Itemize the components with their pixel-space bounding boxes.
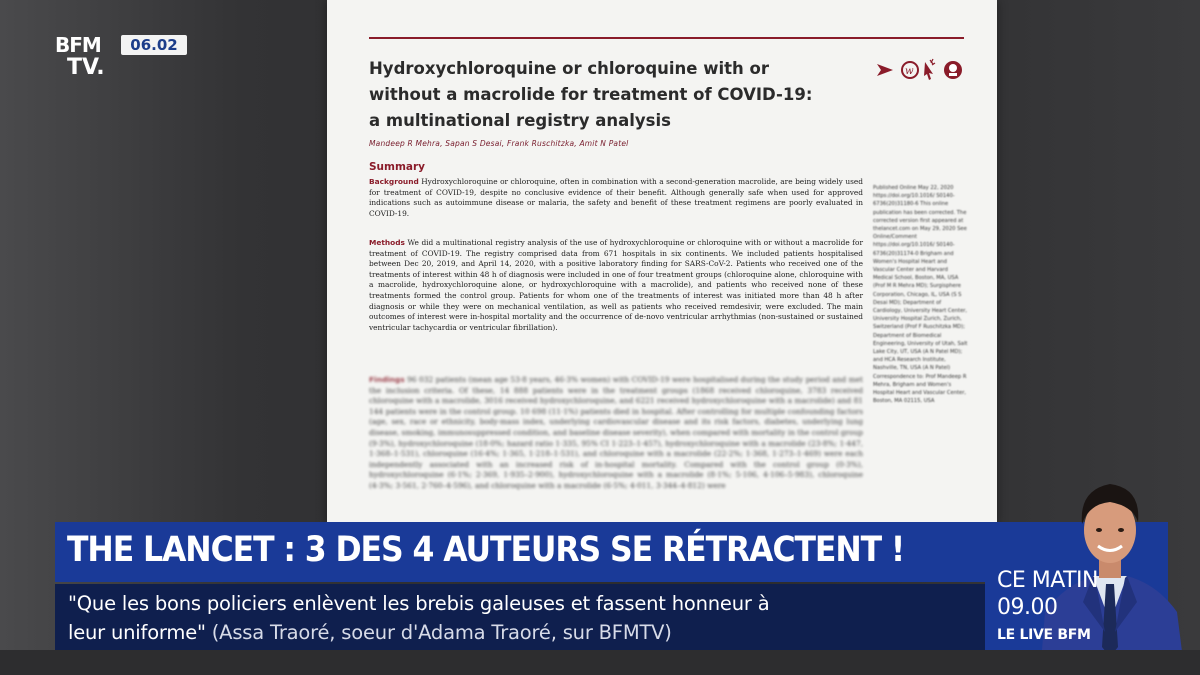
background-text: Hydroxychloroquine or chloroquine, often in combination with a second-generation macrolide, are being widely used for treatment of COVID-19, despite no conclusive evidence of their benefit. Although generally safe when used for approved indications such as autoimmune disease or malaria, the safety and benefit of these treatment regimens are poorly evaluated in COVID-19.: [369, 177, 863, 218]
paper-sidebar: Published Online May 22, 2020 https://doi.org/10.1016/ S0140-6736(20)31180-6 This online publication has been corrected. The corrected version first appeared at thelancet.com on May 29, 2020 See Online/Comment https://doi.org/10.1016/ S0140-6736(20)31174-0 Brigham and Women's Hospital Heart and Vascular Center and Harvard Medical School, Boston, MA, USA (Prof M R Mehra MD); Surgisphere Corporation, Chicago, IL, USA (S S Desai MD); Department of Cardiology, University Heart Center, University Hospital Zurich, Zurich, Switzerland (Prof F Ruschitzka MD); Department of Biomedical Engineering, University of Utah, Salt Lake City, UT, USA (A N Patel MD); and HCA Research Institute, Nashville, TN, USA (A N Patel) Correspondence to: Prof Mandeep R Mehra, Brigham and Women's Hospital Heart and Vascular Center, Boston, MA 02115, USA: [873, 185, 968, 405]
paper-authors: Mandeep R Mehra, Sapan S Desai, Frank Ruschitzka, Amit N Patel: [369, 139, 629, 148]
quote-end: leur uniforme": [68, 621, 206, 644]
crossmark-icon: [944, 61, 962, 79]
logo-bottom: TV.: [67, 55, 105, 80]
live-label-ce-matin: CE MATIN: [997, 568, 1098, 593]
summary-heading: Summary: [369, 161, 426, 173]
bfmtv-logo: [55, 35, 113, 81]
quote-line-1: "Que les bons policiers enlèvent les brebis galeuses et fassent honneur à: [68, 592, 770, 615]
cursor-icon: [924, 59, 935, 80]
live-program: LE LIVE BFM: [997, 627, 1091, 643]
header-rule: [369, 37, 964, 39]
findings-text: 96 032 patients (mean age 53·8 years, 46·3% women) with COVID-19 were hospitalised during the study period and met the inclusion criteria. Of these, 14 888 patients were in the treatment groups (1868 received chloroquine, 3783 received chloroquine with a macrolide, 3016 received hydroxychloroquine, and 6221 received hydroxychloroquine with a macrolide) and 81 144 patients were in the control group. 10 698 (11·1%) patients died in hospital. After controlling for multiple confounding factors (age, sex, race or ethnicity, body-mass index, underlying cardiovascular disease and its risk factors, diabetes, underlying lung disease, smoking, immunosuppressed condition, and baseline disease severity), when compared with mortality in the control group (9·3%), hydroxychloroquine (18·0%; hazard ratio 1·335, 95% CI 1·223–1·457), hydroxychloroquine with a macrolide (23·8%; 1·447, 1·368–1·531), chloroquine (16·4%; 1·365, 1·218–1·531), and chloroquine with a macrolide (22·2%; 1·368, 1·273–1·469) were each independently associated with an increased risk of in-hospital mortality. Compared with the control group (0·3%), hydroxychloroquine (6·1%; 2·369, 1·935–2·900), hydroxychloroquine with a macrolide (8·1%; 5·106, 4·106–5·983), chloroquine (4·3%; 3·561, 2·760–4·596), and chloroquine with a macrolide (6·5%; 4·011, 3·344–4·812) were: [369, 375, 863, 490]
findings-paragraph: [369, 375, 863, 492]
logo-top: BFM: [55, 33, 101, 57]
background-paragraph: [369, 177, 863, 219]
arrow-icon: [877, 64, 893, 76]
quote-source: (Assa Traoré, soeur d'Adama Traoré, sur BFMTV): [211, 621, 672, 644]
methods-paragraph: [369, 238, 863, 333]
journal-icons: [875, 56, 965, 84]
background-label: Background: [369, 177, 419, 186]
findings-label: Findings: [369, 375, 405, 384]
svg-text:w: w: [905, 66, 914, 77]
clock: 06.02: [121, 35, 187, 55]
paper-title: Hydroxychloroquine or chloroquine with or without a macrolide for treatment of COVID-19: a multinational registry analysis: [369, 59, 813, 130]
headline-text: THE LANCET : 3 DES 4 AUTEURS SE RÉTRACTENT !: [67, 530, 905, 570]
methods-text: We did a multinational registry analysis of the use of hydroxychloroquine or chloroquine with or without a macrolide for treatment of COVID-19. The registry comprised data from 671 hospitals in six continents. We included patients hospitalised between Dec 20, 2019, and April 14, 2020, with a positive laboratory finding for SARS-CoV-2. Patients who received one of the treatments of interest within 48 h of diagnosis were included in one of four treatment groups (chloroquine alone, chloroquine with a macrolide, hydroxychloroquine alone, or hydroxychloroquine with a macrolide), and patients who received none of these treatments formed the control group. Patients for whom one of the treatments of interest was initiated more than 48 h after diagnosis or while they were on mechanical ventilation, as well as patients who received remdesivir, were excluded. The main outcomes of interest were in-hospital mortality and the occurrence of de-novo ventricular arrhythmias (non-sustained or sustained ventricular tachycardia or ventricular fibrillation).: [369, 238, 863, 332]
bottom-strip: [0, 650, 1200, 675]
methods-label: Methods: [369, 238, 405, 247]
lancet-paper: [327, 0, 997, 525]
open-access-w-icon: [902, 62, 918, 78]
quote-line-2: [68, 621, 672, 644]
live-time: 09.00: [997, 595, 1058, 620]
quote-banner: [55, 584, 985, 650]
headline-banner: [55, 522, 985, 582]
